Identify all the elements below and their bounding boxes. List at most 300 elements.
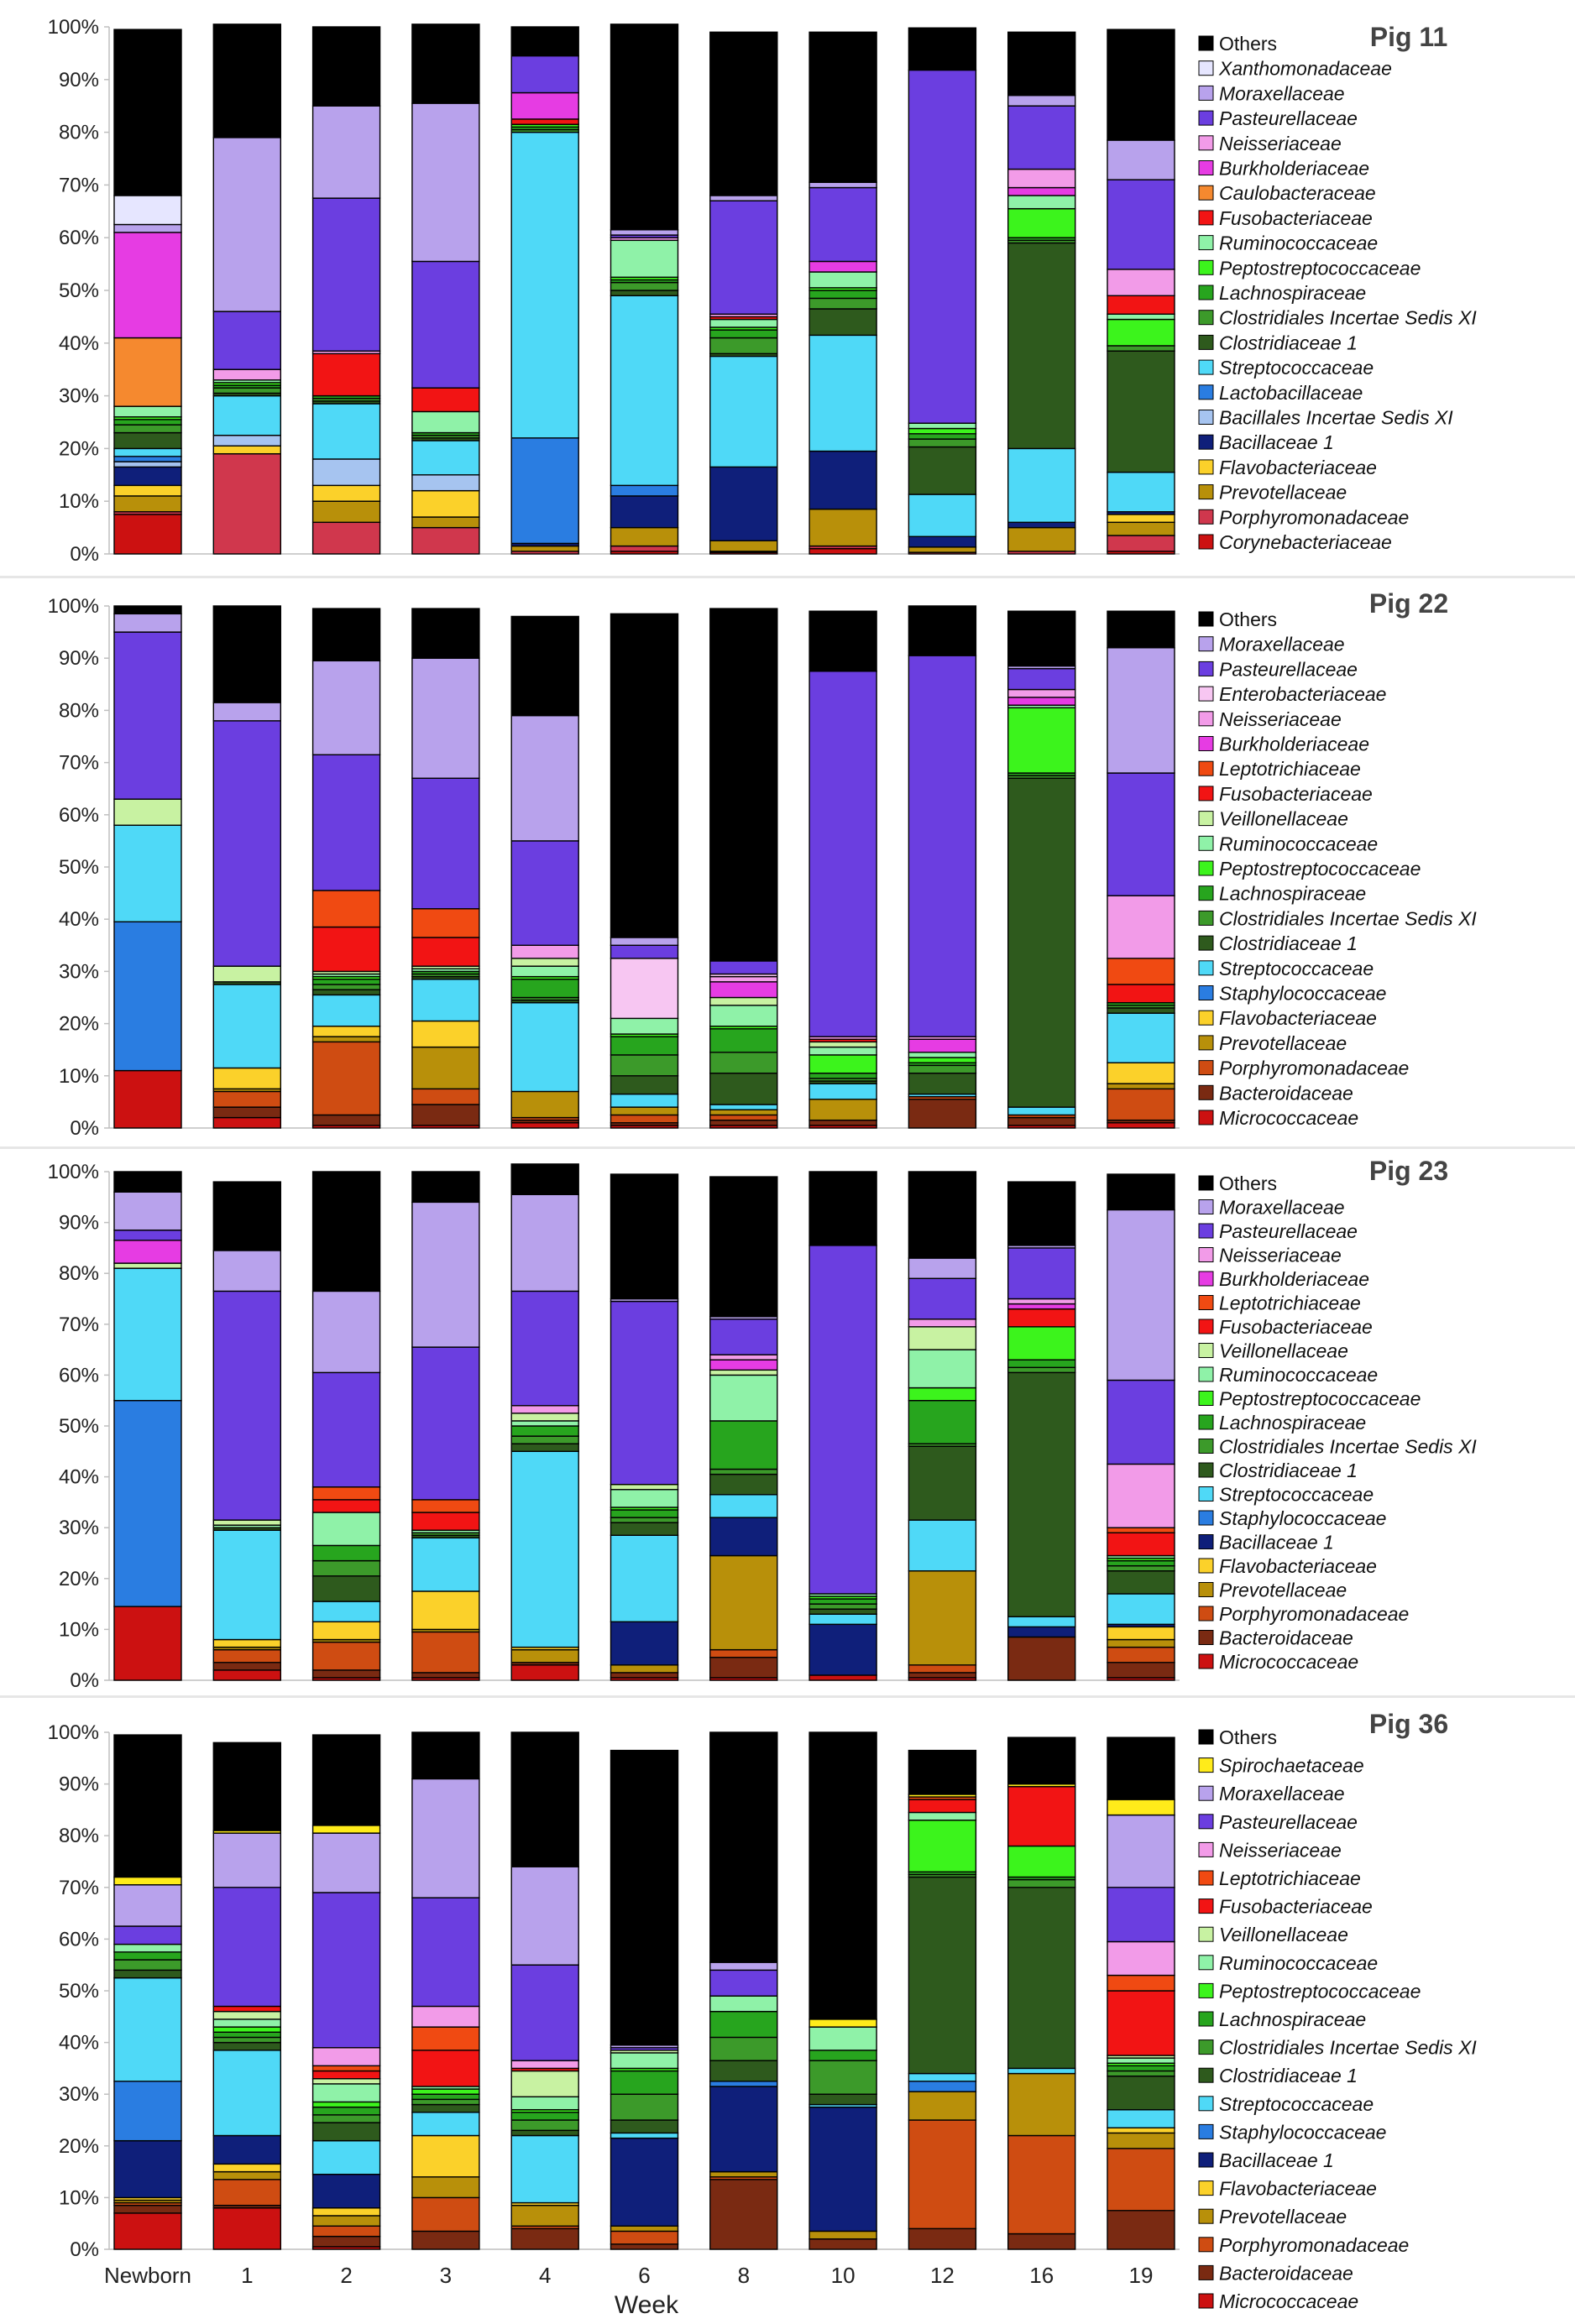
legend-item-lachnospiraceae [1199,1412,1366,1434]
bar-segment-pasteurellaceae [710,1970,777,1996]
legend-item-leptotrichiaceae [1199,1293,1361,1314]
bar-stack-6 [611,24,678,554]
bar-segment-ruminococcaceae [809,1047,876,1055]
legend-swatch [1199,986,1213,1000]
bar-segment-bacteroidaceae [213,1107,280,1117]
legend-item-ruminococcaceae [1199,232,1378,254]
bar-stack-16 [1008,1182,1075,1680]
bar-segment-streptococcaceae [611,295,678,485]
bar-segment-staphylococcaceae [114,2081,181,2141]
panel-title: Pig 22 [1368,588,1449,619]
legend-label: Porphyromonadaceae [1219,1603,1410,1625]
bar-segment-prevotellaceae [511,546,578,551]
bar-segment-clostridiaceae-1 [611,290,678,295]
legend-item-bacteroidaceae [1199,1627,1353,1649]
legend-swatch [1199,2181,1213,2196]
legend-item-neisseriaceae [1199,708,1342,730]
legend-item-burkholderiaceae [1199,158,1369,180]
bar-stack-1 [213,24,280,554]
legend-label: Prevotellaceae [1219,1031,1347,1054]
bar-segment-ruminococcaceae [1008,196,1075,209]
bar-segment-bacteroidaceae [114,2206,181,2213]
legend-swatch [1199,410,1213,425]
legend-item-porphyromonadaceae [1199,1603,1409,1625]
bar-segment-clostridiaceae-1 [1107,351,1175,472]
bar-segment-others [511,616,578,715]
bar-segment-prevotellaceae [809,509,876,546]
legend-swatch [1199,1899,1213,1914]
bar-segment-pasteurellaceae [511,841,578,945]
legend-label: Corynebacteriaceae [1219,531,1392,553]
legend-swatch [1199,1730,1213,1744]
bar-segment-bacillaceae-1 [809,452,876,509]
bar-segment-streptococcaceae [412,441,479,475]
bar-segment-bacteroidaceae [908,1673,976,1678]
legend-swatch [1199,786,1213,801]
bar-segment-clostridiales-incertae-sedis-xi [611,283,678,290]
legend-swatch [1199,2265,1213,2280]
bar-segment-veillonellaceae [213,2012,280,2019]
legend-item-peptostreptococcaceae [1199,1980,1421,2002]
legend-swatch [1199,1272,1213,1286]
bar-segment-clostridiaceae-1 [908,1073,976,1094]
bar-segment-enterobacteriaceae [611,958,678,1019]
bar-segment-lachnospiraceae [809,1599,876,1604]
legend-label: Streptococcaceae [1219,2092,1374,2115]
bar-segment-clostridiaceae-1 [1008,243,1075,448]
legend-swatch [1199,1631,1213,1645]
bar-segment-clostridiales-incertae-sedis-xi [1008,1880,1075,1888]
bar-segment-bacteroidaceae [611,1673,678,1678]
legend-swatch [1199,1415,1213,1429]
legend-swatch [1199,2238,1213,2252]
bar-stack-4 [511,1732,578,2249]
legend-label: Bacteroidaceae [1219,1627,1353,1649]
bar-segment-clostridiaceae-1 [1008,778,1075,1107]
legend-item-porphyromonadaceae [1199,506,1409,528]
legend-swatch [1199,1927,1213,1941]
bar-segment-veillonellaceae [611,1485,678,1490]
bar-segment-moraxellaceae [114,225,181,232]
bar-segment-lachnospiraceae [114,420,181,425]
bar-segment-bacteroidaceae [611,2244,678,2249]
legend-item-streptococcaceae [1199,2093,1374,2115]
legend-label: Xanthomonadaceae [1219,57,1392,80]
bar-segment-clostridiaceae-1 [908,447,976,495]
bar-segment-moraxellaceae [213,702,280,721]
bar-segment-streptococcaceae [611,1535,678,1622]
bar-segment-prevotellaceae [710,1110,777,1115]
legend-label: Others [1219,1726,1278,1748]
bar-stack-19 [1107,611,1175,1128]
bar-segment-peptostreptococcaceae [313,2102,380,2107]
bar-segment-clostridiales-incertae-sedis-xi [611,1055,678,1076]
bar-segment-clostridiaceae-1 [1008,1372,1075,1616]
legend-label: Enterobacteriaceae [1219,683,1387,706]
bar-segment-veillonellaceae [114,1263,181,1268]
bar-segment-pasteurellaceae [213,1291,280,1520]
legend-item-micrococcaceae [1199,2290,1358,2312]
bar-segment-lachnospiraceae [412,2094,479,2099]
legend-swatch [1199,2012,1213,2026]
bar-segment-streptococcaceae [213,1530,280,1639]
bar-segment-bacteroidaceae [313,1115,380,1125]
legend-swatch [1199,236,1213,250]
legend-label: Lachnospiraceae [1219,2008,1367,2030]
bar-segment-streptococcaceae [313,2141,380,2175]
bar-segment-ruminococcaceae [213,2019,280,2027]
legend-label: Clostridiales Incertae Sedis XI [1219,306,1477,329]
bar-segment-peptostreptococcaceae [908,429,976,434]
bar-stack-2 [313,27,380,554]
y-tick-label: 80% [58,699,99,723]
bar-segment-pasteurellaceae [611,1302,678,1485]
panel-title: Pig 36 [1368,1709,1449,1739]
bar-segment-streptococcaceae [1008,448,1075,522]
bar-segment-clostridiales-incertae-sedis-xi [809,298,876,309]
bar-segment-bacillaceae-1 [809,2107,876,2232]
legend-label: Ruminococcaceae [1219,833,1379,855]
legend-item-clostridiales-incertae-sedis-xi [1199,2037,1477,2059]
bar-segment-lachnospiraceae [1107,2065,1175,2071]
bar-segment-veillonellaceae [213,1520,280,1525]
panel-divider [0,1146,1575,1149]
bar-segment-moraxellaceae [412,1778,479,1898]
legend-item-caulobacteraceae [1199,182,1376,204]
bar-segment-pasteurellaceae [809,188,876,262]
bar-stack-16 [1008,611,1075,1128]
legend-label: Leptotrichiaceae [1219,1292,1361,1314]
bar-segment-others [1008,1737,1075,1783]
bar-stack-4 [511,616,578,1128]
legend-item-staphylococcaceae [1199,2121,1386,2143]
bar-segment-prevotellaceae [710,2172,777,2177]
bar-segment-streptococcaceae [313,995,380,1026]
bar-segment-bacteroidaceae [908,2228,976,2249]
bar-segment-fusobacteriaceae [412,2050,479,2086]
legend-label: Flavobacteriaceae [1219,1007,1377,1030]
bar-stack-12 [908,606,976,1128]
bar-segment-moraxellaceae [412,1202,479,1347]
legend-item-bacteroidaceae [1199,1082,1353,1104]
legend-swatch [1199,86,1213,100]
legend-label: Porphyromonadaceae [1219,1057,1410,1079]
legend-swatch [1199,385,1213,400]
bar-segment-porphyromonadaceae [313,2226,380,2236]
bar-segment-bacteroidaceae [1008,1118,1075,1125]
bar-segment-fusobacteriaceae [313,927,380,972]
y-tick-label: 30% [58,2083,99,2107]
bar-segment-neisseriaceae [1107,1464,1175,1528]
bar-segment-pasteurellaceae [611,945,678,958]
bar-stack-8 [710,1732,777,2249]
bar-segment-clostridiales-incertae-sedis-xi [809,1604,876,1609]
bar-segment-others [809,1172,876,1246]
bar-segment-flavobacteriaceae [213,446,280,453]
bar-stack-12 [908,1751,976,2249]
bar-segment-leptotrichiaceae [313,890,380,927]
legend-swatch [1199,1110,1213,1125]
bar-segment-others [114,29,181,196]
bar-segment-staphylococcaceae [114,1401,181,1606]
bar-segment-others [412,608,479,658]
bar-segment-clostridiales-incertae-sedis-xi [710,1470,777,1475]
bar-segment-prevotellaceae [611,1665,678,1673]
legend-label: Ruminococcaceae [1219,1364,1379,1386]
bar-segment-moraxellaceae [114,1885,181,1926]
bar-segment-peptostreptococcaceae [1008,209,1075,238]
y-tick-label: 20% [58,437,99,461]
legend-swatch [1199,1956,1213,1970]
legend-swatch [1199,2209,1213,2223]
bar-segment-pasteurellaceae [1008,1248,1075,1299]
bar-segment-bacillaceae-1 [611,1622,678,1665]
legend-label: Flavobacteriaceae [1219,1555,1377,1577]
bar-segment-spirochaetaceae [313,1825,380,1833]
bar-segment-fusobacteriaceae [1107,1533,1175,1555]
bar-segment-moraxellaceae [213,138,280,311]
bar-segment-lachnospiraceae [313,1545,380,1560]
bar-segment-streptococcaceae [213,984,280,1068]
x-tick-label: 3 [439,2263,453,2288]
bar-segment-bacillaceae-1 [1008,1627,1075,1637]
legend-swatch [1199,2124,1213,2139]
legend-swatch [1199,712,1213,726]
legend-swatch [1199,2097,1213,2111]
bar-stack-12 [908,28,976,554]
bar-stack-8 [710,1177,777,1680]
bar-segment-pasteurellaceae [213,1888,280,2007]
bar-segment-porphyromonadaceae [412,1632,479,1672]
bar-segment-micrococcaceae [511,1665,578,1680]
legend-label: Moraxellaceae [1219,82,1345,105]
bar-segment-prevotellaceae [710,1556,777,1650]
bar-segment-lachnospiraceae [908,1401,976,1444]
bar-stack-6 [611,1174,678,1680]
bar-segment-lachnospiraceae [313,979,380,984]
y-tick-label: 50% [58,1980,99,2003]
legend-label: Flavobacteriaceae [1219,2177,1377,2200]
legend-swatch [1199,1871,1213,1885]
bar-segment-ruminococcaceae [710,1375,777,1421]
bar-segment-caulobacteraceae [114,338,181,407]
legend-label: Bacillaceae 1 [1219,2149,1334,2171]
bar-stack-3 [412,608,479,1128]
bar-segment-pasteurellaceae [313,755,380,890]
bar-segment-burkholderiaceae [710,1360,777,1370]
legend-item-peptostreptococcaceae [1199,858,1421,880]
legend-swatch [1199,1815,1213,1829]
legend [1199,1172,1477,1673]
bar-segment-streptococcaceae [908,494,976,536]
legend-swatch [1199,311,1213,325]
bar-stack-8 [710,32,777,554]
bar-segment-bacteroidaceae [313,2237,380,2247]
bar-segment-neisseriaceae [1107,896,1175,958]
bar-segment-others [1107,611,1175,648]
bar-segment-lachnospiraceae [908,434,976,439]
legend-swatch [1199,161,1213,175]
bar-segment-ruminococcaceae [1107,2058,1175,2063]
legend-swatch [1199,435,1213,449]
legend-item-flavobacteriaceae [1199,2178,1377,2200]
legend-item-flavobacteriaceae [1199,1007,1377,1029]
bar-segment-clostridiales-incertae-sedis-xi [213,388,280,393]
bar-segment-ruminococcaceae [511,2097,578,2109]
bar-segment-others [1107,1737,1175,1799]
bar-segment-prevotellaceae [511,1650,578,1663]
bar-segment-fusobacteriaceae [1107,984,1175,1003]
bar-segment-fusobacteriaceae [313,2071,380,2078]
bar-segment-prevotellaceae [710,541,777,551]
bar-segment-prevotellaceae [313,501,380,522]
y-tick-label: 10% [58,490,99,514]
legend-item-bacillales-incertae-sedis-xi [1199,407,1453,429]
legend-label: Others [1219,608,1278,630]
x-tick-label: Newborn [103,2263,192,2288]
legend-item-veillonellaceae [1199,1340,1348,1362]
bar-segment-neisseriaceae [313,2048,380,2066]
legend-item-bacteroidaceae [1199,2262,1353,2284]
bar-segment-peptostreptococcaceae [1107,320,1175,346]
bar-segment-burkholderiaceae [809,261,876,272]
legend-swatch [1199,1367,1213,1381]
bar-segment-streptococcaceae [313,404,380,459]
legend-label: Others [1219,1172,1278,1194]
bar-segment-clostridiaceae-1 [114,433,181,449]
legend-label: Fusobacteriaceae [1219,206,1373,229]
bar-segment-moraxellaceae [1107,1815,1175,1888]
bar-segment-pasteurellaceae [908,70,976,423]
bar-segment-moraxellaceae [313,1833,380,1893]
bar-segment-streptococcaceae [710,357,777,467]
legend-label: Clostridiaceae 1 [1219,932,1358,955]
bar-segment-neisseriaceae [710,1355,777,1360]
bar-stack-10 [809,611,876,1128]
legend-swatch [1199,185,1213,200]
bar-segment-neisseriaceae [511,1406,578,1413]
bar-segment-others [213,606,280,702]
bar-segment-porphyromonadaceae [213,2180,280,2206]
bar-segment-ruminococcaceae [1107,314,1175,319]
legend-swatch [1199,1559,1213,1573]
bar-segment-bacillaceae-1 [809,1624,876,1675]
y-tick-label: 30% [58,1517,99,1540]
bar-segment-bacillales-incertae-sedis-xi [213,436,280,447]
legend-label: Bacteroidaceae [1219,2262,1353,2285]
bar-segment-bacillaceae-1 [213,2135,280,2164]
legend-item-xanthomonadaceae [1199,58,1392,80]
bar-segment-streptococcaceae [611,2133,678,2138]
legend-item-streptococcaceae [1199,1484,1374,1506]
legend-label: Lachnospiraceae [1219,882,1367,905]
bar-segment-streptococcaceae [213,396,280,436]
bar-segment-streptococcaceae [611,1094,678,1108]
bar-segment-veillonellaceae [511,1413,578,1421]
bar-segment-clostridiales-incertae-sedis-xi [511,1436,578,1444]
panel-title: Pig 23 [1368,1156,1449,1186]
x-axis-title: Week [614,2291,679,2319]
legend-swatch [1199,535,1213,549]
y-tick-label: 70% [58,1876,99,1899]
legend-swatch [1199,1786,1213,1800]
bar-segment-moraxellaceae [809,182,876,187]
legend-item-fusobacteriaceae [1199,207,1373,229]
bar-segment-bacteroidaceae [313,1670,380,1678]
bar-segment-bacillaceae-1 [710,467,777,541]
bar-segment-moraxellaceae [412,103,479,261]
bar-segment-others [908,28,976,70]
bar-stack-19 [1107,29,1175,554]
legend-swatch [1199,211,1213,225]
bar-stack-10 [809,1172,876,1680]
bar-segment-ruminococcaceae [908,1812,976,1820]
bar-segment-others [710,32,777,196]
legend-swatch [1199,1654,1213,1669]
bar-segment-corynebacteriaceae [809,549,876,554]
legend-label: Prevotellaceae [1219,2206,1347,2228]
legend-item-bacillaceae-1 [1199,1532,1334,1554]
legend-label: Lachnospiraceae [1219,282,1367,304]
bar-segment-bacillaceae-1 [908,536,976,547]
bar-segment-clostridiaceae-1 [313,2123,380,2141]
legend-label: Staphylococcaceae [1219,2121,1387,2144]
legend-swatch [1199,1392,1213,1406]
bar-segment-others [1107,29,1175,140]
bar-segment-clostridiaceae-1 [213,2043,280,2050]
bar-segment-clostridiaceae-1 [1107,2076,1175,2110]
bar-segment-others [809,611,876,671]
legend-swatch [1199,687,1213,701]
legend-label: Peptostreptococcaceae [1219,257,1421,279]
bar-segment-porphyromonadaceae [1107,535,1175,551]
bar-segment-moraxellaceae [412,658,479,778]
bar-segment-flavobacteriaceae [313,1026,380,1037]
legend-label: Ruminococcaceae [1219,1951,1379,1974]
bar-segment-ruminococcaceae [611,2053,678,2068]
bar-segment-bacillales-incertae-sedis-xi [412,475,479,491]
legend-swatch [1199,2068,1213,2082]
bar-segment-moraxellaceae [114,1192,181,1230]
bar-segment-pasteurellaceae [1008,669,1075,690]
bar-segment-micrococcaceae [809,1675,876,1680]
bar-segment-ruminococcaceae [511,966,578,976]
legend-item-streptococcaceae [1199,958,1374,979]
y-tick-label: 90% [58,68,99,91]
bar-segment-streptococcaceae [412,2112,479,2136]
bar-segment-fusobacteriaceae [908,1799,976,1812]
bar-segment-porphyromonadaceae [313,1642,380,1670]
bar-segment-moraxellaceae [313,661,380,755]
legend-item-corynebacteriaceae [1199,531,1392,553]
bar-segment-flavobacteriaceae [412,1591,479,1629]
y-tick-label: 0% [70,1117,99,1140]
bar-segment-streptococcaceae [511,1451,578,1647]
bar-segment-burkholderiaceae [1008,697,1075,705]
bar-segment-fusobacteriaceae [412,1512,479,1530]
bar-segment-clostridiales-incertae-sedis-xi [710,1052,777,1073]
bar-segment-burkholderiaceae [1008,1304,1075,1309]
bar-segment-streptococcaceae [1008,1616,1075,1627]
bar-segment-ruminococcaceae [114,406,181,417]
y-tick-label: 10% [58,1064,99,1088]
bar-segment-peptostreptococcaceae [809,1055,876,1073]
legend-label: Neisseriaceae [1219,132,1342,154]
legend-item-pasteurellaceae [1199,1811,1358,1833]
legend-swatch [1199,637,1213,651]
bar-segment-ruminococcaceae [908,1350,976,1387]
bar-segment-porphyromonadaceae [1107,1089,1175,1120]
